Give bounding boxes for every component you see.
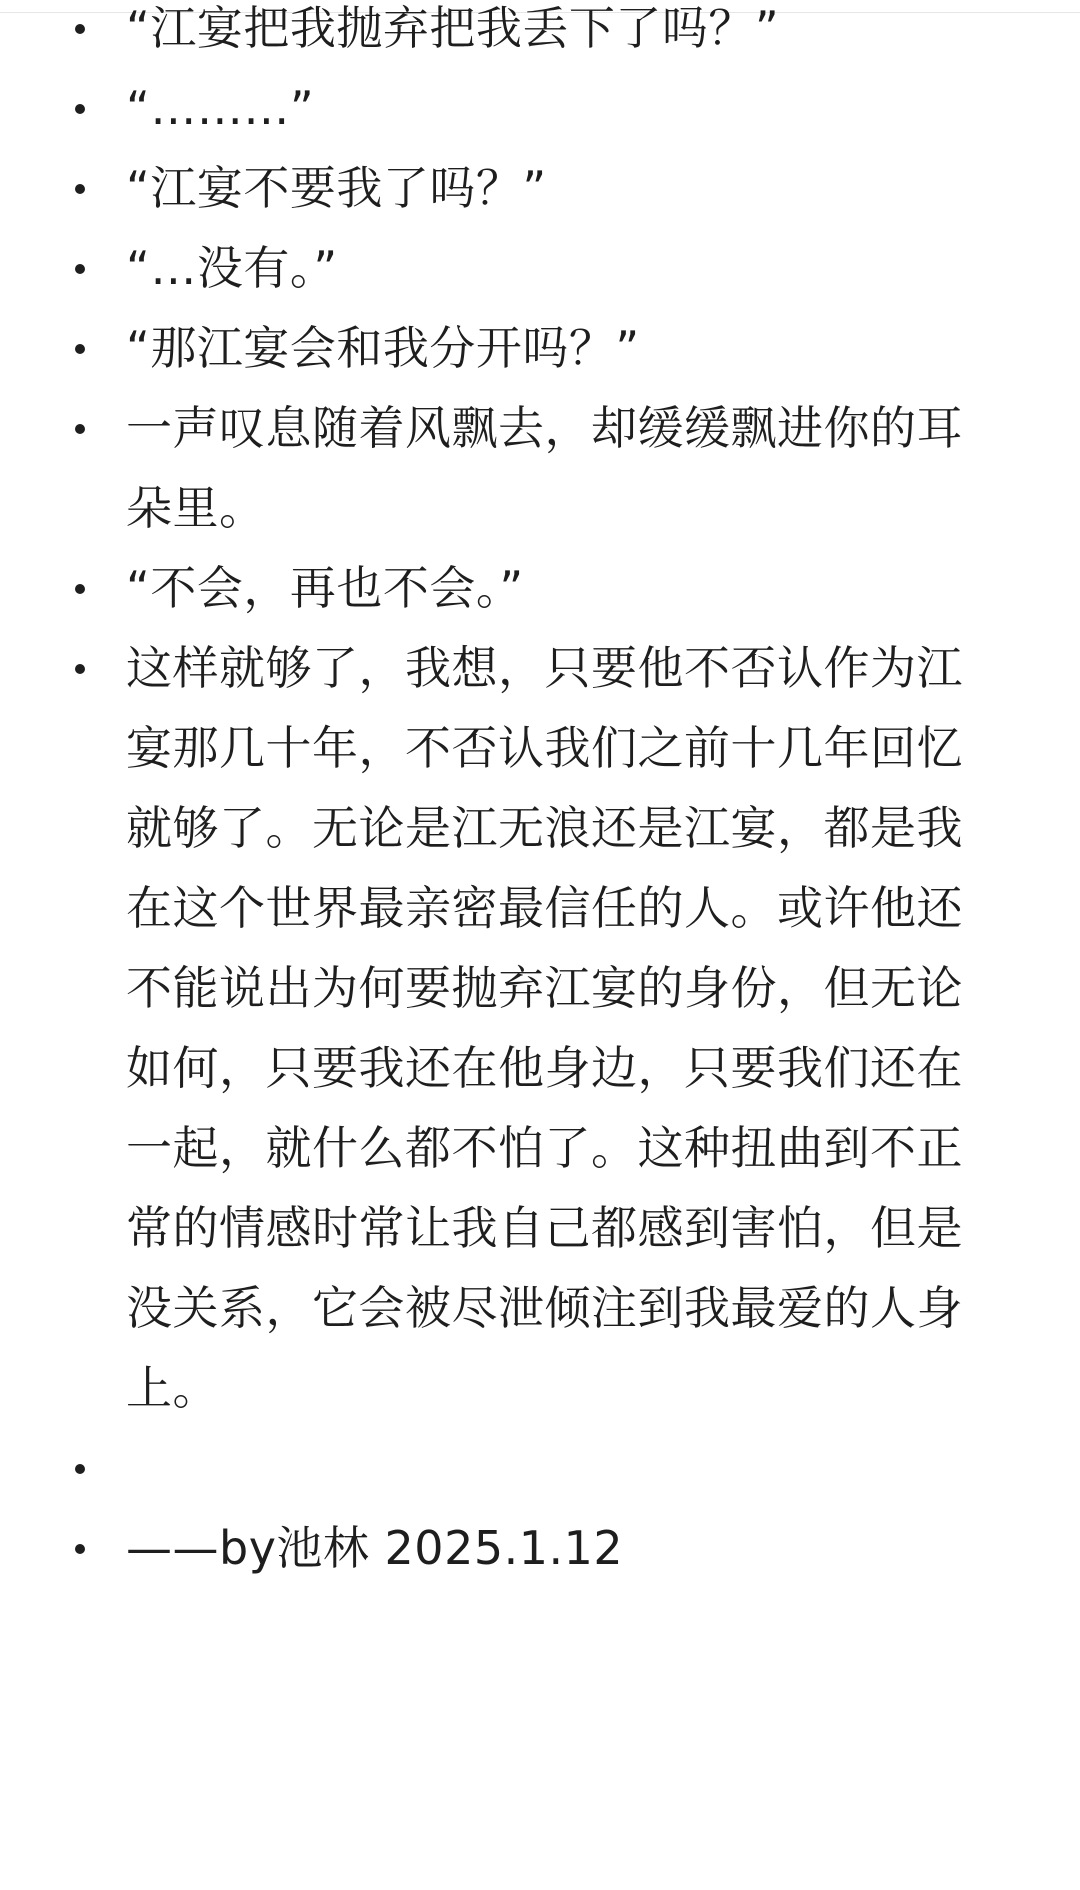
list-item-text: “江宴不要我了吗？” (126, 161, 547, 215)
list-item-text: 一声叹息随着风飘去，却缓缓飘进你的耳朵里。 (126, 401, 963, 535)
list-item-signature (0, 1508, 1080, 1588)
list-item-text: “江宴把我抛弃把我丢下了吗？” (126, 1, 780, 55)
bullet-dot-icon (75, 424, 85, 434)
list-item-text: 这样就够了，我想，只要他不否认作为江宴那几十年，不否认我们之前十几年回忆就够了。无论是江无浪还是江宴，都是我在这个世界最亲密最信任的人。或许他还不能说出为何要抛弃江宴的身份，但无论如何，只要我还在他身边，只要我们还在一起，就什么都不怕了。这种扭曲到不正常的情感时常让我自己都感到害怕，但是没关系，它会被尽泄倾注到我最爱的人身上。 (126, 641, 963, 1415)
bullet-dot-icon (75, 584, 85, 594)
bullet-dot-icon (75, 264, 85, 274)
bullet-dot-icon (75, 104, 85, 114)
bullet-dot-icon (75, 344, 85, 354)
list-item-quote-no (0, 228, 1080, 308)
list-item-text: ——by池林 2025.1.12 (126, 1521, 624, 1575)
list-item-quote-never (0, 548, 1080, 628)
bullet-dot-icon (75, 24, 85, 34)
list-item-ellipsis (0, 68, 1080, 148)
list-item-quote-unwanted (0, 148, 1080, 228)
list-item-quote-abandoned (0, 0, 1080, 68)
list-item-text: “不会，再也不会。” (126, 561, 524, 615)
list-item-empty (0, 1428, 1080, 1508)
list-item-sigh (0, 388, 1080, 548)
bullet-dot-icon (75, 664, 85, 674)
list-item-monologue (0, 628, 1080, 1428)
list-item-text: “………” (126, 81, 315, 135)
bullet-dot-icon (75, 1544, 85, 1554)
bullet-dot-icon (75, 184, 85, 194)
list-item-text: “…没有。” (126, 241, 338, 295)
list-item-text: “那江宴会和我分开吗？” (126, 321, 640, 375)
list-item-quote-separate (0, 308, 1080, 388)
bullet-dot-icon (75, 1464, 85, 1474)
